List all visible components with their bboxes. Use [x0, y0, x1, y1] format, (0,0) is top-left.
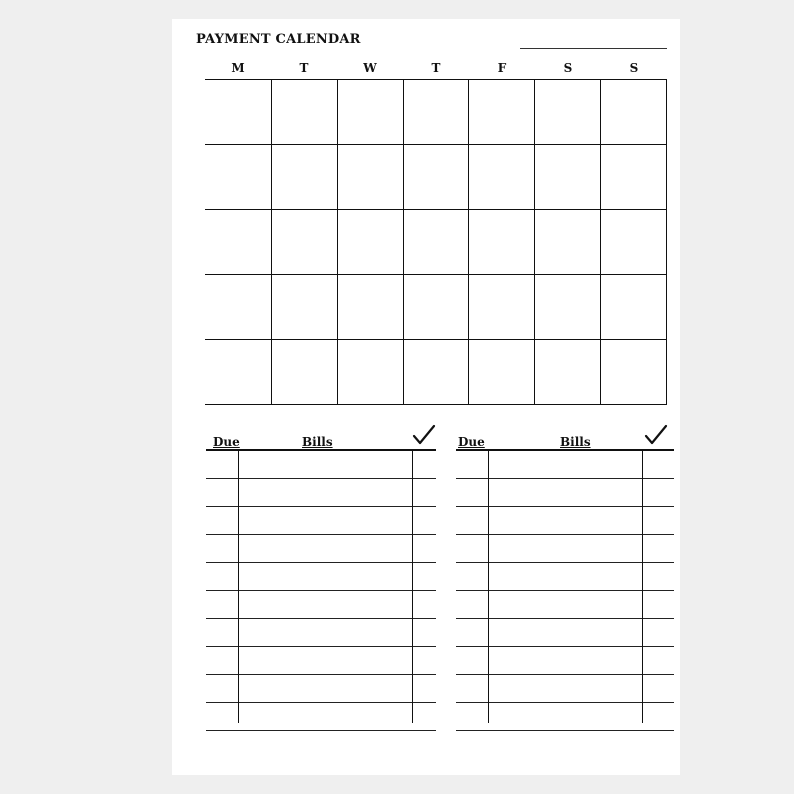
bill-entry-row[interactable]	[206, 563, 436, 591]
bill-entry-row[interactable]	[206, 591, 436, 619]
calendar-day-cell[interactable]	[403, 339, 469, 404]
weekday-label: S	[563, 61, 573, 75]
calendar-day-cell[interactable]	[337, 274, 403, 339]
due-column-divider	[488, 449, 489, 723]
weekday-header	[205, 61, 667, 79]
weekday-label: T	[299, 61, 309, 75]
calendar-day-cell[interactable]	[337, 144, 403, 209]
bills-table-header	[206, 423, 436, 451]
weekday-label: W	[363, 61, 377, 75]
checkmark-icon	[412, 424, 436, 446]
calendar-day-cell[interactable]	[534, 209, 600, 274]
bills-table-right	[456, 423, 674, 723]
calendar-day-cell[interactable]	[600, 274, 666, 339]
calendar-day-cell[interactable]	[534, 79, 600, 144]
calendar-day-cell[interactable]	[271, 339, 337, 404]
month-write-line	[520, 48, 667, 49]
calendar-day-cell[interactable]	[534, 339, 600, 404]
bill-entry-row[interactable]	[206, 535, 436, 563]
calendar-day-cell[interactable]	[534, 274, 600, 339]
calendar-day-cell[interactable]	[271, 274, 337, 339]
calendar-day-cell[interactable]	[534, 144, 600, 209]
bill-entry-row[interactable]	[206, 479, 436, 507]
bill-entry-row[interactable]	[206, 619, 436, 647]
checkmark-icon	[644, 424, 668, 446]
calendar-day-cell[interactable]	[205, 209, 271, 274]
calendar-day-cell[interactable]	[600, 209, 666, 274]
check-column-divider	[412, 449, 413, 723]
calendar-day-cell[interactable]	[205, 339, 271, 404]
calendar-day-cell[interactable]	[468, 274, 534, 339]
weekday-label: T	[431, 61, 441, 75]
bill-entry-row[interactable]	[206, 703, 436, 731]
calendar-day-cell[interactable]	[337, 209, 403, 274]
bills-column-header: Bills	[302, 435, 333, 449]
weekday-label: M	[231, 61, 245, 75]
calendar-day-cell[interactable]	[205, 144, 271, 209]
bill-entry-row[interactable]	[206, 507, 436, 535]
bills-table-rows	[206, 451, 436, 731]
calendar-day-cell[interactable]	[403, 209, 469, 274]
bill-entry-row[interactable]	[206, 647, 436, 675]
calendar-day-cell[interactable]	[205, 274, 271, 339]
calendar-day-cell[interactable]	[468, 144, 534, 209]
bill-entry-row[interactable]	[206, 675, 436, 703]
calendar-day-cell[interactable]	[403, 79, 469, 144]
bills-table-header	[456, 423, 674, 451]
planner-sheet	[172, 19, 680, 775]
calendar-day-cell[interactable]	[205, 79, 271, 144]
calendar-day-cell[interactable]	[600, 144, 666, 209]
due-column-divider	[238, 449, 239, 723]
check-column-divider	[642, 449, 643, 723]
bill-entry-row[interactable]	[206, 451, 436, 479]
calendar-day-cell[interactable]	[468, 339, 534, 404]
due-column-header: Due	[458, 435, 485, 449]
calendar-day-cell[interactable]	[271, 79, 337, 144]
calendar-day-cell[interactable]	[271, 209, 337, 274]
calendar-day-cell[interactable]	[600, 339, 666, 404]
calendar-day-cell[interactable]	[600, 79, 666, 144]
bills-column-header: Bills	[560, 435, 591, 449]
calendar-day-cell[interactable]	[337, 79, 403, 144]
weekday-label: S	[629, 61, 639, 75]
bills-table-left	[206, 423, 436, 723]
calendar-grid	[205, 79, 667, 405]
calendar-day-cell[interactable]	[337, 339, 403, 404]
calendar-day-cell[interactable]	[468, 79, 534, 144]
page-title: PAYMENT CALENDAR	[196, 32, 361, 47]
calendar-day-cell[interactable]	[271, 144, 337, 209]
weekday-label: F	[497, 61, 507, 75]
calendar-day-cell[interactable]	[403, 144, 469, 209]
due-column-header: Due	[213, 435, 240, 449]
calendar-day-cell[interactable]	[403, 274, 469, 339]
calendar-day-cell[interactable]	[468, 209, 534, 274]
